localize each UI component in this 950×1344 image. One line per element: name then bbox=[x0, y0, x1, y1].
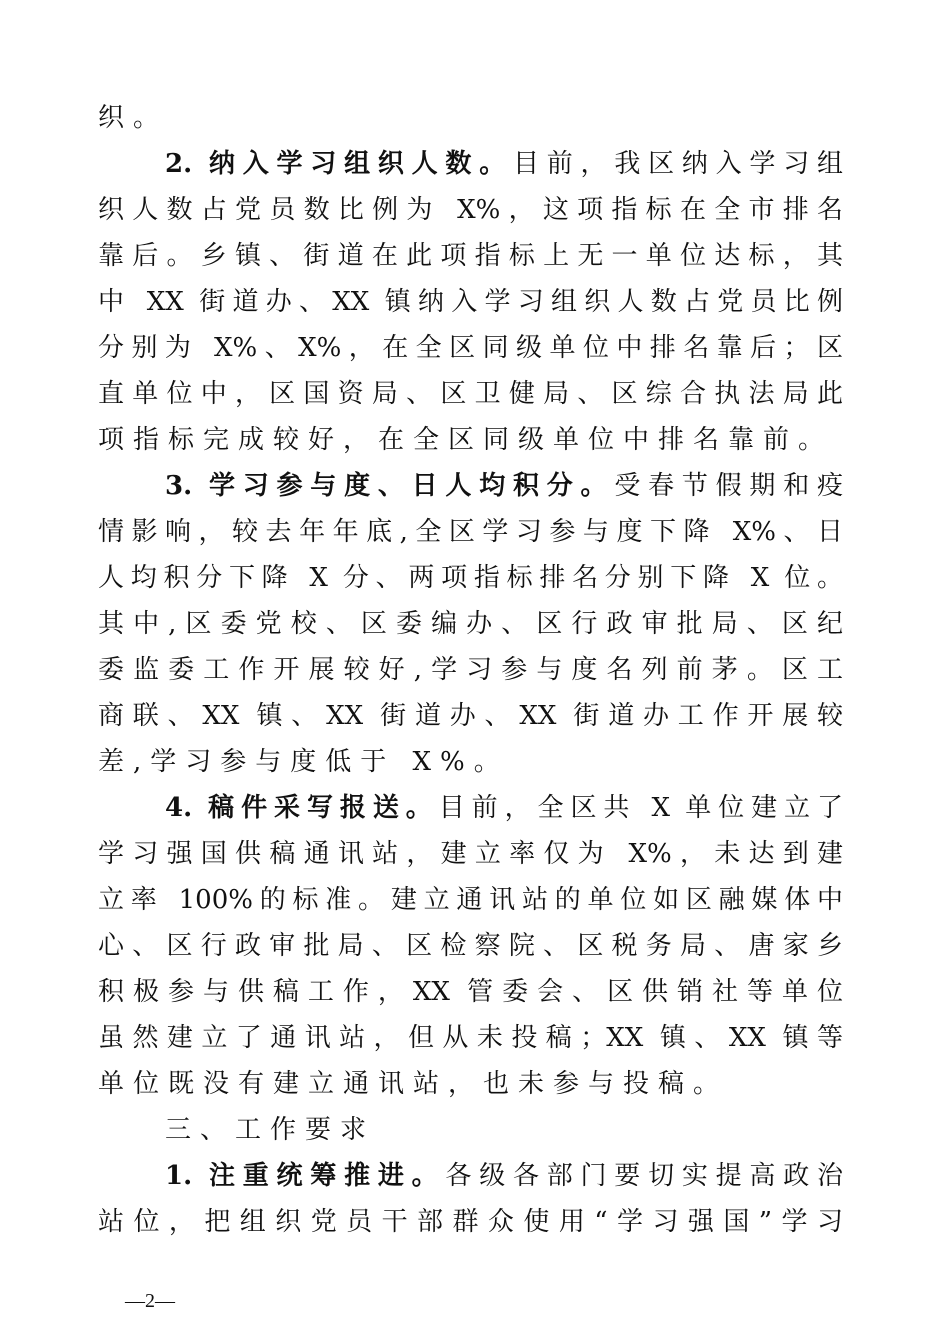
paragraph-line bbox=[98, 742, 843, 782]
line-text: 各级各部门要切实提高政治 bbox=[445, 1161, 843, 1191]
line-text: 虽然建立了通讯站，但从未投稿；XX 镇、XX 镇等 bbox=[98, 1023, 843, 1053]
line-text: 单位既没有建立通讯站，也未参与投稿。 bbox=[98, 1069, 729, 1099]
line-text: 差,学习参与度低于 X%。 bbox=[98, 747, 509, 777]
line-text: 情影响，较去年年底,全区学习参与度下降 X%、日 bbox=[98, 517, 843, 547]
line-text: 人均积分下降 X 分、两项指标排名分别下降 X 位。 bbox=[98, 563, 843, 593]
line-text: 学习强国供稿通讯站，建立率仅为 X%，未达到建 bbox=[98, 839, 843, 869]
line-text: 三、工作要求 bbox=[165, 1115, 376, 1145]
paragraph-line bbox=[98, 328, 843, 368]
paragraph-line bbox=[98, 650, 843, 690]
line-text: 直单位中，区国资局、区卫健局、区综合执法局此 bbox=[98, 379, 843, 409]
line-text: 分别为 X%、X%，在全区同级单位中排名靠后；区 bbox=[98, 333, 843, 363]
line-text: 目前，全区共 X 单位建立了 bbox=[438, 793, 843, 823]
paragraph-line bbox=[98, 972, 843, 1012]
page-number: —2— bbox=[125, 1290, 175, 1312]
line-text: 站位，把组织党员干部群众使用“学习强国”学习 bbox=[98, 1207, 843, 1237]
paragraph-line bbox=[98, 834, 843, 874]
line-text: 项指标完成较好，在全区同级单位中排名靠前。 bbox=[98, 425, 834, 455]
line-text: 委监委工作开展较好,学习参与度名列前茅。区工 bbox=[98, 655, 843, 685]
paragraph-line bbox=[98, 420, 843, 460]
paragraph-line bbox=[98, 374, 843, 414]
line-text: 商联、XX 镇、XX 街道办、XX 街道办工作开展较 bbox=[98, 701, 843, 731]
section-heading: 3. 学习参与度、日人均积分。 bbox=[165, 471, 615, 501]
paragraph-line bbox=[98, 558, 843, 598]
section-heading: 2. 纳入学习组织人数。 bbox=[165, 149, 513, 179]
paragraph-line bbox=[98, 604, 843, 644]
line-text: 其中,区委党校、区委编办、区行政审批局、区纪 bbox=[98, 609, 843, 639]
paragraph-line bbox=[98, 696, 843, 736]
paragraph-line bbox=[98, 1202, 843, 1242]
line-text: 织人数占党员数比例为 X%，这项指标在全市排名 bbox=[98, 195, 843, 225]
paragraph-line bbox=[98, 98, 843, 138]
paragraph-line bbox=[98, 512, 843, 552]
chapter-heading bbox=[165, 1110, 843, 1150]
section-heading: 1. 注重统筹推进。 bbox=[165, 1161, 446, 1191]
line-text: 心、区行政审批局、区检察院、区税务局、唐家乡 bbox=[98, 931, 843, 961]
line-text: 中 XX 街道办、XX 镇纳入学习组织人数占党员比例 bbox=[98, 287, 843, 317]
paragraph-line bbox=[98, 236, 843, 276]
paragraph-line bbox=[98, 1018, 843, 1058]
paragraph-line bbox=[98, 880, 843, 920]
section-heading-line bbox=[165, 144, 843, 184]
line-text: 织。 bbox=[98, 103, 169, 133]
paragraph-line bbox=[98, 190, 843, 230]
line-text: 立率 100%的标准。建立通讯站的单位如区融媒体中 bbox=[98, 885, 843, 915]
paragraph-line bbox=[98, 282, 843, 322]
line-text: 积极参与供稿工作，XX 管委会、区供销社等单位 bbox=[98, 977, 843, 1007]
section-heading: 4. 稿件采写报送。 bbox=[165, 793, 439, 823]
line-text: 靠后。乡镇、街道在此项指标上无一单位达标，其 bbox=[98, 241, 843, 271]
section-heading-line bbox=[165, 1156, 843, 1196]
line-text: 受春节假期和疫 bbox=[614, 471, 843, 501]
paragraph-line bbox=[98, 926, 843, 966]
paragraph-line bbox=[98, 1064, 843, 1104]
section-heading-line bbox=[165, 788, 843, 828]
line-text: 目前，我区纳入学习组 bbox=[512, 149, 843, 179]
section-heading-line bbox=[165, 466, 843, 506]
